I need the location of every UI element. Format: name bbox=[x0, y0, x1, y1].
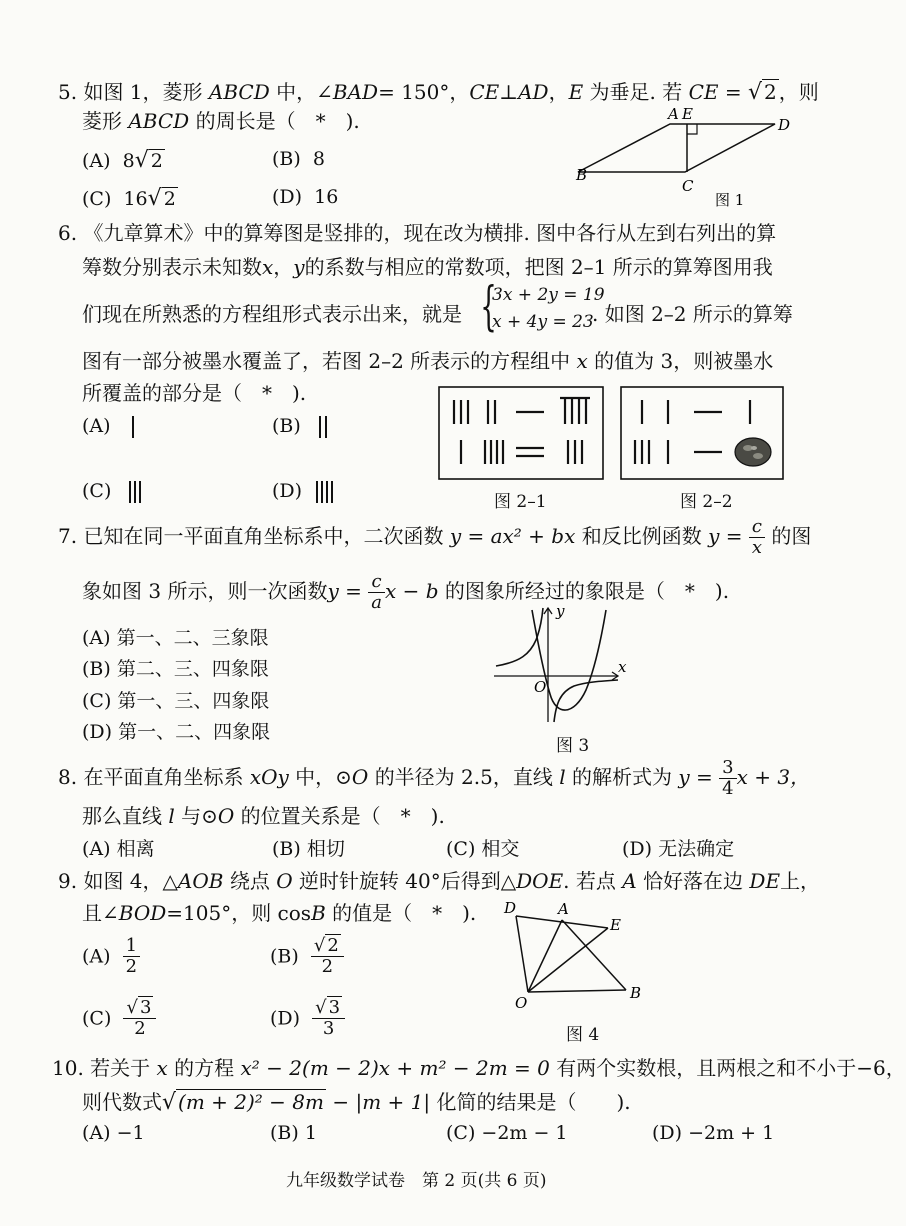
q8-var: xOy bbox=[249, 765, 289, 789]
rod-one-icon bbox=[128, 414, 140, 440]
q7-linear-lhs: y = bbox=[327, 579, 369, 603]
q6-line2 bbox=[82, 253, 773, 281]
q6-var: x bbox=[262, 255, 274, 279]
q10-equation: x² − 2(m − 2)x + m² − 2m = 0 bbox=[240, 1056, 550, 1080]
q9-var: B bbox=[311, 901, 326, 925]
option-label: (A) bbox=[82, 150, 111, 172]
option-label: (B) bbox=[272, 148, 301, 170]
q9-option-c bbox=[82, 998, 156, 1039]
q7-inverse-fraction bbox=[749, 517, 765, 558]
option-radicand: 2 bbox=[327, 935, 339, 956]
segment-oa bbox=[528, 920, 562, 992]
q8-var: l bbox=[559, 765, 566, 789]
figure-2-1-counting-rods bbox=[438, 386, 604, 480]
fraction-numerator: c bbox=[749, 517, 765, 538]
label-b: B bbox=[630, 984, 642, 1002]
rod-four-icon bbox=[314, 479, 338, 505]
q9-option-d bbox=[270, 998, 345, 1039]
right-angle-mark bbox=[687, 124, 697, 134]
option-value: 16 bbox=[123, 188, 148, 210]
q5-option-d bbox=[272, 186, 338, 208]
q6-line3 bbox=[82, 300, 462, 328]
fraction-numerator: √ 3 bbox=[312, 998, 345, 1019]
option-label: (B) bbox=[272, 415, 301, 437]
fraction-denominator: 4 bbox=[722, 778, 734, 799]
q10-text: 有两个实数根，且两根之和不小于−6， bbox=[556, 1056, 906, 1080]
q7-option-b: (B) 第二、三、四象限 bbox=[82, 658, 269, 680]
q7-option-c: (C) 第一、三、四象限 bbox=[82, 690, 270, 712]
q9-var: AOB bbox=[177, 869, 224, 893]
q8-number: 8. bbox=[58, 765, 78, 789]
fraction-numerator: 3 bbox=[719, 758, 736, 779]
label-d: D bbox=[778, 116, 791, 134]
q6-text: ， bbox=[273, 255, 294, 279]
q7-number: 7. bbox=[58, 524, 78, 548]
q8-text: 那么直线 bbox=[82, 804, 162, 828]
q9-option-b bbox=[270, 936, 344, 977]
label-e: E bbox=[682, 105, 693, 123]
q9-var: A bbox=[622, 869, 637, 893]
fraction-numerator: c bbox=[368, 572, 385, 593]
q9-text: 且∠ bbox=[82, 901, 119, 925]
fraction-denominator: 2 bbox=[125, 956, 138, 977]
q10-text: 的方程 bbox=[174, 1056, 235, 1080]
label-o: O bbox=[534, 678, 547, 696]
q10-text: 若关于 bbox=[90, 1056, 151, 1080]
option-label: (A) bbox=[82, 945, 111, 968]
q9-text: =105°，则 cos bbox=[166, 901, 312, 925]
option-radicand: 3 bbox=[328, 997, 341, 1018]
fraction-denominator: x bbox=[751, 537, 763, 558]
q8-text: 中，⊙ bbox=[295, 765, 352, 789]
q5-text: ⊥ bbox=[499, 80, 519, 104]
q8-text: 的位置关系是（ * ). bbox=[240, 804, 445, 828]
q9-var: O bbox=[276, 869, 293, 893]
q5-var: E bbox=[568, 80, 584, 104]
q9-line2 bbox=[82, 899, 476, 927]
q9-text: 恰好落在边 bbox=[643, 869, 744, 893]
ink-blot-icon bbox=[735, 438, 771, 466]
label-y: y bbox=[556, 602, 565, 620]
option-label: (C) bbox=[82, 1007, 112, 1030]
option-fraction bbox=[311, 936, 344, 977]
figure-4-triangles bbox=[500, 896, 650, 1014]
q6-text: 的系数与相应的常数项，把图 2–1 所示的算筹图用我 bbox=[304, 255, 773, 279]
q8-var: O bbox=[351, 765, 369, 789]
q7-text: 和反比例函数 bbox=[581, 524, 702, 548]
q5-text: 的周长是（ * ). bbox=[195, 109, 360, 133]
q6-line1 bbox=[58, 219, 776, 247]
q7-linear-fraction bbox=[368, 572, 385, 613]
q9-number: 9. bbox=[58, 869, 78, 893]
fraction-numerator: √ 2 bbox=[311, 936, 344, 957]
q7-text: 的图象所经过的象限是（ * ). bbox=[444, 579, 730, 603]
q9-line1 bbox=[58, 867, 820, 895]
q10-option-d: (D) −2m + 1 bbox=[652, 1122, 775, 1144]
q9-text: 逆时针旋转 40°后得到△ bbox=[298, 869, 517, 893]
fraction-numerator: 1 bbox=[123, 936, 140, 957]
option-label: (D) bbox=[272, 186, 303, 208]
option-label: (B) bbox=[270, 945, 299, 968]
figure-4-caption: 图 4 bbox=[566, 1025, 600, 1045]
q10-var: x bbox=[156, 1056, 168, 1080]
sqrt-sign: √ bbox=[147, 186, 162, 211]
q7-inverse-lhs: y = bbox=[708, 524, 749, 548]
figure-1-caption: 图 1 bbox=[715, 191, 745, 209]
q5-text: 为垂足. 若 bbox=[589, 80, 683, 104]
q5-var: AD bbox=[518, 80, 549, 104]
q6-number: 6. bbox=[58, 221, 78, 245]
sqrt-sign: √ bbox=[134, 148, 149, 173]
q5-text: ，则 bbox=[778, 80, 819, 104]
label-a: A bbox=[558, 900, 569, 918]
option-value: 8 bbox=[122, 150, 135, 172]
q5-text: ， bbox=[548, 80, 569, 104]
q9-var: BOD bbox=[118, 901, 167, 925]
sqrt-sign: √ bbox=[748, 80, 763, 105]
q8-fraction bbox=[719, 758, 736, 799]
q6-eq1: 3x + 2y = 19 bbox=[492, 285, 605, 305]
q6-text: 所覆盖的部分是（ * ). bbox=[82, 381, 307, 405]
q9-text: 的值是（ * ). bbox=[332, 901, 477, 925]
q8-var: O bbox=[217, 804, 235, 828]
hyperbola-curve-2 bbox=[554, 680, 618, 722]
q8-option-d: (D) 无法确定 bbox=[622, 838, 735, 860]
rhombus-shape bbox=[578, 124, 775, 172]
figure-3-graph bbox=[490, 604, 630, 728]
q10-option-a: (A) −1 bbox=[82, 1122, 145, 1144]
figure-3-caption: 图 3 bbox=[556, 736, 590, 756]
q5-number: 5. bbox=[58, 80, 78, 104]
q8-fn-rhs: x + 3， bbox=[736, 765, 811, 789]
label-b: B bbox=[576, 166, 588, 184]
q6-eq2: x + 4y = 23 bbox=[492, 312, 594, 332]
q6-option-d bbox=[272, 480, 302, 502]
q7-option-a: (A) 第一、二、三象限 bbox=[82, 627, 269, 649]
q10-line2 bbox=[82, 1088, 631, 1117]
q9-text: 上， bbox=[780, 869, 821, 893]
option-radicand: 3 bbox=[139, 997, 152, 1018]
brace: { bbox=[480, 277, 497, 337]
q7-quadratic: y = ax² + bx bbox=[449, 524, 576, 548]
q9-var: DE bbox=[749, 869, 781, 893]
q5-line1 bbox=[58, 78, 819, 107]
option-label: (D) bbox=[270, 1007, 301, 1030]
figure-1-rhombus bbox=[570, 104, 800, 212]
q10-text: 化简的结果是（ ). bbox=[436, 1090, 631, 1114]
figure-2-2-counting-rods bbox=[620, 386, 784, 480]
q6-line4 bbox=[82, 347, 773, 375]
q10-option-b: (B) 1 bbox=[270, 1122, 317, 1144]
q8-line1 bbox=[58, 758, 810, 799]
sqrt-sign: √ bbox=[162, 1090, 177, 1115]
option-label: (C) bbox=[82, 188, 112, 210]
q8-text: 在平面直角坐标系 bbox=[83, 765, 244, 789]
rod-two-icon bbox=[316, 414, 332, 440]
label-c: C bbox=[682, 177, 694, 195]
q10-number: 10. bbox=[52, 1056, 84, 1080]
q7-option-d: (D) 第一、二、四象限 bbox=[82, 721, 271, 743]
label-d: D bbox=[504, 899, 517, 917]
option-fraction bbox=[123, 998, 156, 1039]
fraction-denominator: 3 bbox=[322, 1018, 335, 1039]
q7-line2 bbox=[82, 572, 729, 613]
q9-var: DOE bbox=[516, 869, 564, 893]
segment-od bbox=[516, 916, 528, 992]
q7-text: 象如图 3 所示，则一次函数 bbox=[82, 579, 328, 603]
q8-option-b: (B) 相切 bbox=[272, 838, 345, 860]
q8-option-c: (C) 相交 bbox=[446, 838, 520, 860]
fraction-denominator: a bbox=[371, 592, 382, 613]
q5-text: = 150°， bbox=[378, 80, 470, 104]
q5-radicand: 2 bbox=[764, 80, 777, 104]
q5-option-c bbox=[82, 186, 178, 211]
q6-text: 们现在所熟悉的方程组形式表示出来，就是 bbox=[82, 302, 462, 326]
hyperbola-curve bbox=[496, 608, 543, 666]
option-radicand: 2 bbox=[163, 188, 176, 210]
option-label: (C) bbox=[82, 480, 112, 502]
fraction-denominator: 2 bbox=[321, 956, 334, 977]
q10-abs-part: − |m + 1| bbox=[332, 1090, 431, 1114]
q6-line5 bbox=[82, 379, 306, 407]
q10-option-c: (C) −2m − 1 bbox=[446, 1122, 568, 1144]
q5-option-b bbox=[272, 148, 325, 170]
q6-var: x bbox=[576, 349, 588, 373]
q5-var: BAD bbox=[332, 80, 379, 104]
q8-var: l bbox=[168, 804, 175, 828]
q5-var: CE bbox=[688, 80, 719, 104]
q8-fn-lhs: y = bbox=[678, 765, 720, 789]
q7-text: 的图 bbox=[771, 524, 812, 548]
q6-option-b bbox=[272, 415, 301, 437]
q9-text: . 若点 bbox=[563, 869, 616, 893]
label-a: A bbox=[668, 105, 679, 123]
q6-option-c bbox=[82, 480, 111, 502]
figure-2-2-caption: 图 2–2 bbox=[680, 492, 733, 512]
q10-text: 则代数式 bbox=[82, 1090, 162, 1114]
q6-text: 筹数分别表示未知数 bbox=[82, 255, 262, 279]
option-label: (A) bbox=[82, 415, 111, 437]
q5-text: 中，∠ bbox=[276, 80, 333, 104]
q7-text: 已知在同一平面直角坐标系中，二次函数 bbox=[83, 524, 444, 548]
q9-text: 如图 4，△ bbox=[83, 869, 178, 893]
label-o: O bbox=[515, 994, 528, 1012]
q5-text: = bbox=[718, 80, 749, 104]
q8-text: 与⊙ bbox=[181, 804, 218, 828]
q7-line1 bbox=[58, 517, 811, 558]
q5-text: 如图 1，菱形 bbox=[83, 80, 203, 104]
q6-text: 《九章算术》中的算筹图是竖排的，现在改为横排. 图中各行从左到右列出的算 bbox=[83, 221, 777, 245]
rod-three-icon bbox=[126, 479, 146, 505]
q8-text: 的半径为 2.5，直线 bbox=[374, 765, 553, 789]
q5-text: 菱形 bbox=[82, 109, 122, 133]
label-x: x bbox=[618, 658, 627, 676]
q5-var: CE bbox=[469, 80, 500, 104]
option-radicand: 2 bbox=[150, 150, 163, 172]
q6-text: 图有一部分被墨水覆盖了，若图 2–2 所表示的方程组中 bbox=[82, 349, 571, 373]
segment-ob bbox=[528, 990, 626, 992]
figure-2-1-caption: 图 2–1 bbox=[494, 492, 547, 512]
q5-var: ABCD bbox=[208, 80, 270, 104]
q5-line2 bbox=[82, 107, 360, 135]
fraction-denominator: 2 bbox=[134, 1018, 146, 1039]
q6-text: 的值为 3，则被墨水 bbox=[594, 349, 774, 373]
q5-var: ABCD bbox=[128, 109, 190, 133]
option-label: (D) bbox=[272, 480, 303, 502]
page-footer: 九年级数学试卷 第 2 页(共 6 页) bbox=[286, 1171, 547, 1191]
q6-text: . 如图 2–2 所示的算筹 bbox=[592, 302, 793, 326]
segment-oe bbox=[528, 928, 608, 992]
option-fraction bbox=[312, 998, 345, 1039]
option-fraction bbox=[123, 936, 140, 977]
q5-option-a bbox=[82, 148, 165, 173]
q8-option-a: (A) 相离 bbox=[82, 838, 155, 860]
q6-option-a bbox=[82, 415, 111, 437]
q10-line1 bbox=[52, 1054, 906, 1082]
option-value: 16 bbox=[314, 186, 339, 208]
option-value: 8 bbox=[312, 148, 325, 170]
q6-var: y bbox=[293, 255, 305, 279]
q10-radicand: (m + 2)² − 8m bbox=[178, 1090, 324, 1114]
q9-text: 绕点 bbox=[229, 869, 270, 893]
label-e: E bbox=[610, 916, 621, 934]
q8-text: 的解析式为 bbox=[571, 765, 672, 789]
q8-line2 bbox=[82, 802, 445, 830]
fraction-numerator: √ 3 bbox=[123, 998, 156, 1019]
q9-option-a bbox=[82, 936, 140, 977]
q7-linear-rhs: x − b bbox=[384, 579, 439, 603]
q6-line3-end bbox=[592, 300, 793, 328]
